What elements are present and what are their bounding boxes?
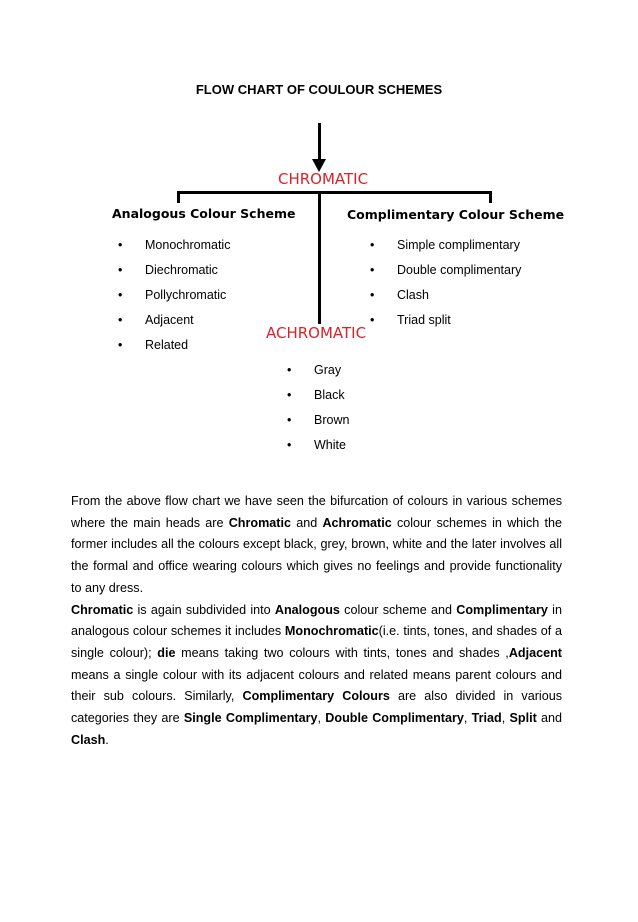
- chromatic-label: CHROMATIC: [278, 170, 369, 188]
- achromatic-label: ACHROMATIC: [266, 324, 367, 342]
- bullet-icon: •: [287, 438, 292, 452]
- top-arrow-shaft: [318, 123, 321, 163]
- bullet-icon: •: [118, 288, 123, 302]
- paragraph-1: From the above flow chart we have seen the bifurcation of colours in various schemes where the main heads are Chromatic and Achromatic colour schemes in which the former includes all the colours except black, grey, brown, white and the later involves all the formal and office wearing colours which gives no feelings and provide functionality to any dress.: [71, 494, 563, 595]
- body-text: [71, 491, 562, 751]
- right-connector: [489, 191, 492, 203]
- center-connector: [318, 191, 321, 325]
- bullet-icon: •: [118, 338, 123, 352]
- bullet-icon: •: [370, 288, 375, 302]
- bullet-icon: •: [287, 413, 292, 427]
- bullet-icon: •: [287, 388, 292, 402]
- complimentary-heading: Complimentary Colour Scheme: [347, 207, 565, 222]
- bullet-icon: •: [370, 313, 375, 327]
- bullet-icon: •: [118, 238, 123, 252]
- page-title: FLOW CHART OF COULOUR SCHEMES: [195, 82, 443, 97]
- bullet-icon: •: [118, 263, 123, 277]
- bullet-icon: •: [370, 238, 375, 252]
- analogous-heading: Analogous Colour Scheme: [112, 206, 296, 221]
- bullet-icon: •: [118, 313, 123, 327]
- bullet-icon: •: [370, 263, 375, 277]
- paragraph-2: Chromatic is again subdivided into Analogous colour scheme and Complimentary in analogous colour schemes it includes Monochromatic(i.e. tints, tones, and shades of a single colour); die means taking two colours with tints, tones and shades ,Adjacent means a single colour with its adjacent colours and related means parent colours and their sub colours. Similarly, Complimentary Colours are also divided in various categories they are Single Complimentary, Double Complimentary, Triad, Split and Clash.: [71, 602, 563, 747]
- left-connector: [177, 191, 180, 203]
- horizontal-connector: [177, 191, 492, 194]
- bullet-icon: •: [287, 363, 292, 377]
